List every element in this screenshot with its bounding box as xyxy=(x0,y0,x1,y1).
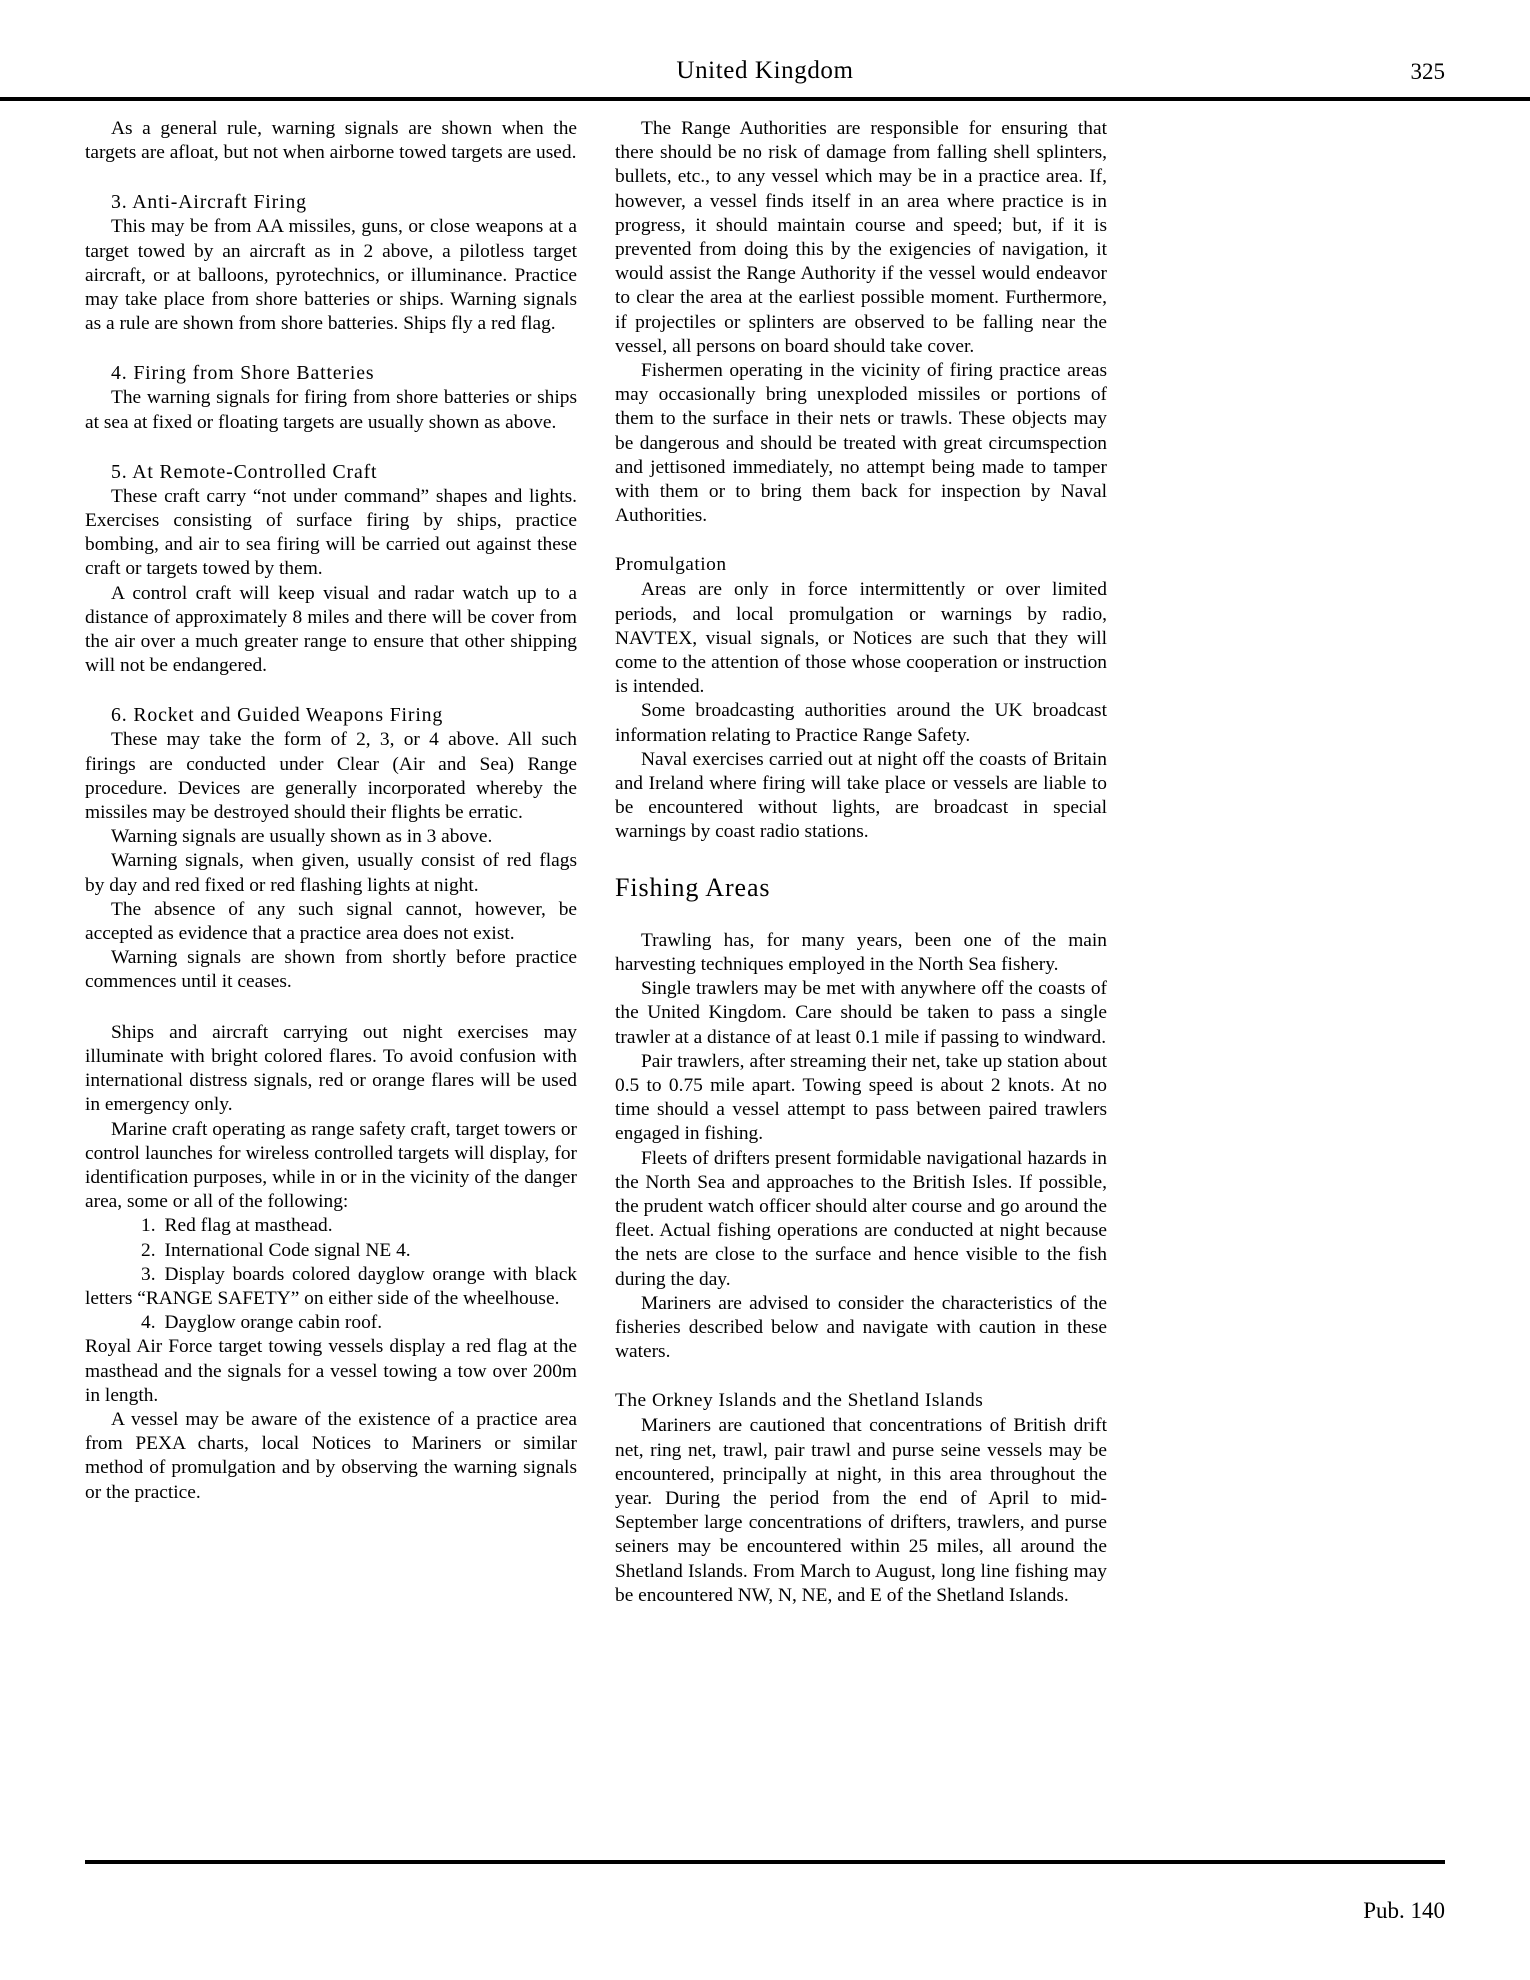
page-number: 325 xyxy=(1410,59,1445,84)
paragraph-orkney-shetland-body: Mariners are cautioned that concentrations of British drift net, ring net, trawl, pair trawl and purse seine vessels may be encountered, principally at night, in this area throughout the year. During the period from the end of April to mid-September large concentrations of drifters, trawlers, and purse seiners may be encountered within 25 miles, all around the Shetland Islands. From March to August, long line fishing may be encountered NW, N, NE, and E of the Shetland Islands. xyxy=(615,1415,1107,1606)
list-item xyxy=(85,1263,577,1311)
list-item-number: 3. xyxy=(141,1263,156,1285)
heading-rocket-guided-weapons: 6. Rocket and Guided Weapons Firing xyxy=(111,704,444,727)
paragraph-pexa-charts: A vessel may be aware of the existence of a practice area from PEXA charts, local Notices to Mariners or similar method of promulgation and by observing the warning signals or the practice. xyxy=(85,1408,577,1503)
page-header xyxy=(85,0,1445,104)
heading-fishing-areas: Fishing Areas xyxy=(615,872,771,902)
paragraph-rocket-body-4: The absence of any such signal cannot, however, be accepted as evidence that a practice area does not exist. xyxy=(85,898,577,945)
paragraph-promulgation-3: Naval exercises carried out at night off the coasts of Britain and Ireland where firing will take place or vessels are liable to be encountered without lights, are broadcast in special warnings by coast radio stations. xyxy=(615,748,1107,843)
paragraph-anti-aircraft-body: This may be from AA missiles, guns, or close weapons at a target towed by an aircraft as in 2 above, a pilotless target aircraft, or at balloons, pyrotechnics, or illuminance. Practice may take place from shore batteries or ships. Warning signals as a rule are shown from shore batteries. Ships fly a red flag. xyxy=(85,216,577,335)
paragraph-rocket-body-5: Warning signals are shown from shortly before practice commences until it ceases. xyxy=(85,947,577,993)
spacer xyxy=(85,165,577,189)
spacer xyxy=(85,678,577,702)
paragraph-single-trawlers: Single trawlers may be met with anywhere off the coasts of the United Kingdom. Care should be taken to pass a single trawler at a distance of at least 0.1 mile if passing to windward. xyxy=(615,978,1107,1048)
footer-rule xyxy=(85,1860,1445,1864)
paragraph-range-authorities: The Range Authorities are responsible for ensuring that there should be no risk of damage from falling shell splinters, bullets, etc., to any vessel which may be in a practice area. If, however, a vessel finds itself in an area where practice is in progress, it should maintain course and speed; but, if it is prevented from doing this by the exigencies of navigation, it would assist the Range Authority if the vessel would endeavor to clear the area at the earliest possible moment. Furthermore, if projectiles or splinters are observed to be falling near the vessel, all persons on board should take cover. xyxy=(615,118,1107,357)
paragraph-mariners-advised: Mariners are advised to consider the characteristics of the fisheries described below and navigate with caution in these waters. xyxy=(615,1292,1107,1363)
paragraph-promulgation-2: Some broadcasting authorities around the UK broadcast information relating to Practice Range Safety. xyxy=(615,700,1107,746)
spacer xyxy=(615,1364,1107,1388)
publication-number: Pub. 140 xyxy=(1363,1898,1445,1923)
paragraph-remote-craft-body-2: A control craft will keep visual and radar watch up to a distance of approximately 8 miles and there will be cover from the air over a much greater range to ensure that other shipping will not be endangered. xyxy=(85,582,577,677)
heading-remote-controlled-craft: 5. At Remote-Controlled Craft xyxy=(111,460,378,483)
paragraph-promulgation-1: Areas are only in force intermittently or over limited periods, and local promulgation or warnings by radio, NAVTEX, visual signals, or Notices are such that they will come to the attention of those whose cooperation or instruction is intended. xyxy=(615,579,1107,698)
list-item-number: 4. xyxy=(141,1312,156,1334)
list-item-number: 1. xyxy=(141,1215,156,1237)
header-rule xyxy=(0,97,1530,101)
two-column-body xyxy=(85,117,1445,1980)
page-title: United Kingdom xyxy=(676,57,854,84)
paragraph-general-rule: As a general rule, warning signals are shown when the targets are afloat, but not when airborne towed targets are used. xyxy=(85,118,577,164)
spacer xyxy=(85,435,577,459)
paragraph-fishermen: Fishermen operating in the vicinity of firing practice areas may occasionally bring unexploded missiles or portions of them to the surface in their nets or trawls. These objects may be dangerous and should be treated with great circumspection and jettisoned immediately, no attempt being made to tamper with them or to bring them back for inspection by Naval Authorities. xyxy=(615,360,1107,527)
heading-firing-shore-batteries: 4. Firing from Shore Batteries xyxy=(111,362,375,385)
paragraph-rocket-body-3: Warning signals, when given, usually consist of red flags by day and red fixed or red flashing lights at night. xyxy=(85,850,577,896)
heading-orkney-shetland: The Orkney Islands and the Shetland Islands xyxy=(615,1390,984,1412)
right-column xyxy=(615,117,1107,1980)
paragraph-pair-trawlers: Pair trawlers, after streaming their net, take up station about 0.5 to 0.75 mile apart. Towing speed is about 2 knots. At no time should a vessel attempt to pass between paired trawlers engaged in fishing. xyxy=(615,1050,1107,1145)
paragraph-remote-craft-body-1: These craft carry “not under command” shapes and lights. Exercises consisting of surface firing by ships, practice bombing, and air to sea firing will be carried out against these craft or targets towed by them. xyxy=(85,485,577,580)
paragraph-shore-batteries-body: The warning signals for firing from shore batteries or ships at sea at fixed or floating targets are usually shown as above. xyxy=(85,387,577,433)
paragraph-rocket-body-2: Warning signals are usually shown as in 3 above. xyxy=(111,826,493,848)
paragraph-night-exercises: Ships and aircraft carrying out night exercises may illuminate with bright colored flares. To avoid confusion with international distress signals, red or orange flares will be used in emergency only. xyxy=(85,1021,577,1116)
paragraph-raf-target-towing: Royal Air Force target towing vessels display a red flag at the masthead and the signals for a vessel towing a tow over 200m in length. xyxy=(85,1336,577,1406)
list-item-text: Dayglow orange cabin roof. xyxy=(164,1312,383,1334)
paragraph-marine-craft: Marine craft operating as range safety craft, target towers or control launches for wireless controlled targets will display, for identification purposes, while in or in the vicinity of the danger area, some or all of the following: xyxy=(85,1118,577,1213)
heading-anti-aircraft-firing: 3. Anti-Aircraft Firing xyxy=(111,191,307,214)
spacer xyxy=(615,528,1107,552)
spacer xyxy=(615,845,1107,871)
heading-promulgation: Promulgation xyxy=(615,554,727,576)
paragraph-drifters: Fleets of drifters present formidable navigational hazards in the North Sea and approaches to the British Isles. If possible, the prudent watch officer should alter course and go around the fleet. Actual fishing operations are conducted at night because the nets are close to the surface and hence visible to the fish during the day. xyxy=(615,1147,1107,1290)
list-item-number: 2. xyxy=(141,1239,156,1261)
spacer xyxy=(85,995,577,1021)
list-item xyxy=(85,1214,577,1238)
list-item-text: International Code signal NE 4. xyxy=(164,1239,411,1261)
list-item-text: Display boards colored dayglow orange with black letters “RANGE SAFETY” on either side of the wheelhouse. xyxy=(85,1263,577,1309)
left-column xyxy=(85,117,577,1980)
paragraph-trawling: Trawling has, for many years, been one of the main harvesting techniques employed in the North Sea fishery. xyxy=(615,929,1107,975)
list-item-text: Red flag at masthead. xyxy=(164,1215,333,1237)
spacer xyxy=(615,905,1107,929)
paragraph-rocket-body-1: These may take the form of 2, 3, or 4 above. All such firings are conducted under Clear (Air and Sea) Range procedure. Devices are generally incorporated whereby the missiles may be destroyed should their flights be erratic. xyxy=(85,729,577,824)
identification-list xyxy=(85,1214,577,1335)
list-item xyxy=(85,1311,577,1335)
spacer xyxy=(85,336,577,360)
list-item xyxy=(85,1239,577,1263)
